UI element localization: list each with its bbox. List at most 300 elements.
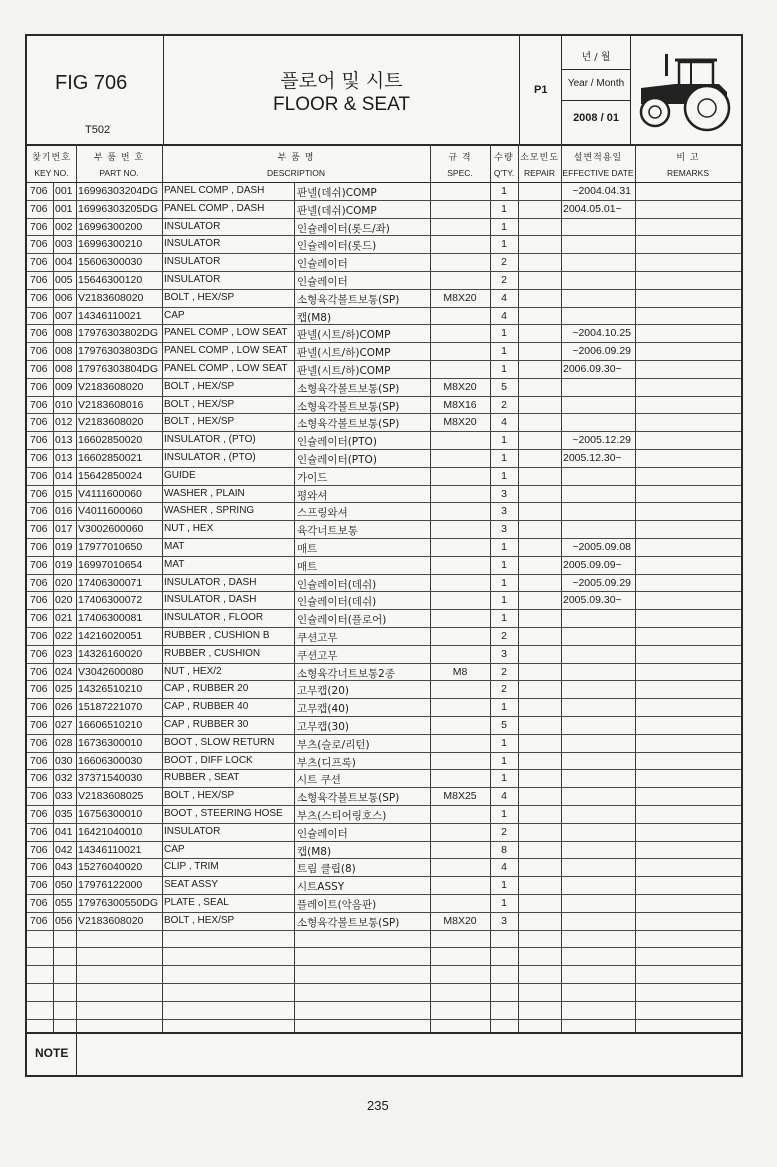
- cell-qty: 1: [501, 452, 507, 464]
- table-row: [27, 647, 741, 663]
- cell-qty: 1: [501, 202, 507, 215]
- cell-part: 16756300010: [78, 808, 143, 820]
- cell-part: V3002600060: [78, 523, 144, 536]
- cell-key: 050: [55, 879, 73, 892]
- cell-part: 15276040020: [78, 861, 143, 874]
- year-month-english: Year / Month: [567, 78, 625, 89]
- cell-fig: 706: [30, 612, 48, 625]
- cell-desc-ko: 소형육각볼트보통(SP): [297, 418, 400, 431]
- cell-desc-ko: 평와셔: [297, 489, 328, 502]
- cell-fig: 706: [30, 505, 48, 518]
- cell-fig: 706: [30, 576, 48, 589]
- table-row: [27, 469, 741, 485]
- cell-part: 16602850021: [78, 452, 143, 464]
- cell-key: 001: [55, 185, 73, 197]
- cell-key: 001: [55, 202, 73, 215]
- cell-part: 16996300210: [78, 238, 143, 251]
- cell-part: 15606300030: [78, 256, 143, 269]
- cell-desc-ko: 소형육각볼트보통(SP): [297, 293, 400, 306]
- cell-qty: 3: [501, 523, 507, 536]
- cell-fig: 706: [30, 541, 48, 553]
- cell-desc-en: PANEL COMP , DASH: [164, 185, 265, 196]
- cell-fig: 706: [30, 736, 48, 749]
- cell-fig: 706: [30, 825, 48, 838]
- cell-desc-en: INSULATOR , (PTO): [164, 452, 256, 463]
- cell-fig: 706: [30, 220, 48, 233]
- cell-desc-en: INSULATOR , DASH: [164, 594, 257, 606]
- table-row: [27, 184, 741, 200]
- cell-desc-en: CLIP , TRIM: [164, 861, 219, 873]
- cell-fig: 706: [30, 345, 48, 358]
- cell-qty: 5: [501, 380, 507, 393]
- cell-desc-ko: 부츠(스티어링호스): [297, 810, 387, 822]
- col-part: 부 품 번 호 PART NO.: [93, 153, 145, 178]
- cell-desc-ko: 인슐레이터: [297, 276, 348, 288]
- tractor-icon: [631, 36, 741, 144]
- cell-fig: 706: [30, 256, 48, 269]
- cell-key: 042: [55, 843, 73, 856]
- cell-desc-ko: 가이드: [297, 471, 328, 484]
- cell-qty: 1: [501, 238, 507, 251]
- col-repair: 소모빈도 REPAIR: [520, 153, 559, 178]
- cell-part: V4111600060: [78, 487, 142, 500]
- cell-desc-ko: 인슐레이터(데쉬): [297, 578, 377, 591]
- table-row: [27, 398, 741, 414]
- cell-part: V2183608020: [78, 416, 144, 429]
- year-month-cell: [562, 36, 631, 144]
- cell-fig: 706: [30, 808, 48, 820]
- cell-key: 013: [55, 434, 73, 447]
- table-row: [27, 558, 741, 574]
- cell-part: V4011600060: [78, 505, 143, 518]
- cell-part: 15187221070: [78, 701, 143, 714]
- cell-desc-en: BOLT , HEX/SP: [164, 380, 235, 392]
- cell-key: 024: [55, 665, 73, 678]
- cell-desc-en: INSULATOR , DASH: [164, 576, 257, 588]
- cell-desc-en: BOLT , HEX/SP: [164, 790, 235, 802]
- table-row: [27, 273, 741, 289]
- cell-part: V2183608020: [78, 914, 144, 927]
- cell-key: 007: [55, 309, 73, 322]
- table-row: [27, 771, 741, 787]
- cell-part: 16606300030: [78, 754, 143, 767]
- cell-desc-ko: 인슐레이터: [297, 827, 348, 840]
- cell-fig: 706: [30, 754, 48, 767]
- cell-desc-ko: 부츠(디프록): [297, 756, 356, 769]
- cell-qty: 1: [501, 576, 507, 589]
- cell-desc-ko: 소형육각볼트보통(SP): [297, 916, 400, 929]
- table-row: [27, 202, 741, 218]
- cell-desc-ko: 판넬(데쉬)COMP: [297, 187, 377, 199]
- cell-part: 16606510210: [78, 719, 143, 731]
- cell-key: 030: [55, 754, 73, 767]
- cell-spec: M8X16: [443, 398, 477, 411]
- cell-key: 055: [55, 897, 73, 909]
- cell-desc-ko: 캡(M8): [297, 845, 332, 858]
- cell-part: V2183608025: [78, 790, 144, 803]
- cell-desc-ko: 고무캡(40): [297, 703, 349, 716]
- cell-desc-ko: 인슐레이터(롯드): [297, 240, 377, 253]
- page-code: P1: [534, 84, 548, 96]
- col-description: 부 품 명 DESCRIPTION: [266, 153, 326, 178]
- cell-fig: 706: [30, 398, 48, 411]
- cell-key: 020: [55, 594, 73, 607]
- col-effective-date: 설변적용일 EFFECTIVE DATE: [562, 153, 634, 178]
- cell-eff: ~2004.10.25: [572, 327, 631, 340]
- cell-part: 17406300081: [78, 612, 143, 625]
- col-qty: 수량 Q'TY.: [493, 153, 515, 178]
- cell-fig: 706: [30, 843, 48, 856]
- cell-key: 027: [55, 719, 73, 731]
- cell-qty: 2: [501, 256, 507, 269]
- cell-fig: 706: [30, 291, 48, 304]
- cell-desc-ko: 육각너트보통: [297, 525, 358, 538]
- cell-fig: 706: [30, 274, 48, 286]
- cell-desc-ko: 스프링와셔: [297, 507, 348, 520]
- cell-fig: 706: [30, 452, 48, 464]
- cell-part: 17406300071: [78, 576, 143, 589]
- cell-part: 17976300550DG: [78, 897, 158, 909]
- cell-desc-ko: 시트 쿠션: [297, 774, 341, 787]
- table-row: [27, 700, 741, 716]
- cell-key: 006: [55, 291, 73, 304]
- cell-key: 008: [55, 327, 73, 340]
- cell-spec: M8X20: [443, 380, 477, 393]
- cell-eff: 2005.09.30~: [563, 594, 622, 607]
- cell-qty: 4: [501, 861, 507, 874]
- cell-desc-en: RUBBER , CUSHION: [164, 647, 261, 659]
- table-row: [27, 825, 741, 841]
- cell-key: 013: [55, 452, 73, 464]
- cell-key: 015: [55, 487, 73, 500]
- title-korean: 플로어 및 시트: [280, 70, 403, 92]
- cell-desc-en: BOOT , STEERING HOSE: [164, 808, 283, 819]
- cell-part: 14326160020: [78, 647, 143, 660]
- cell-key: 010: [55, 398, 73, 411]
- table-row: [27, 593, 741, 609]
- cell-qty: 4: [501, 309, 507, 322]
- cell-desc-ko: 인슐레이터: [297, 258, 348, 271]
- cell-desc-en: BOLT , HEX/SP: [164, 416, 235, 428]
- table-row: [27, 237, 741, 253]
- cell-key: 021: [55, 612, 73, 625]
- table-row: [27, 896, 741, 912]
- cell-desc-en: SEAT ASSY: [164, 879, 219, 891]
- table-row: [27, 309, 741, 325]
- table-row: [27, 843, 741, 859]
- cell-eff: 2004.05.01~: [563, 202, 622, 215]
- cell-key: 056: [55, 914, 73, 927]
- cell-qty: 1: [501, 736, 507, 749]
- cell-qty: 2: [501, 665, 507, 678]
- table-row: [27, 754, 741, 770]
- table-row: [27, 504, 741, 520]
- cell-desc-en: BOLT , HEX/SP: [164, 291, 235, 303]
- cell-desc-en: INSULATOR: [164, 274, 221, 285]
- cell-part: 14326510210: [78, 683, 143, 696]
- note-section: [27, 1032, 741, 1077]
- cell-qty: 8: [501, 843, 507, 856]
- cell-desc-en: PANEL COMP , LOW SEAT: [164, 345, 288, 357]
- page-number: 235: [367, 1098, 389, 1113]
- year-month-korean: 년 / 월: [581, 52, 611, 63]
- cell-desc-en: BOOT , SLOW RETURN: [164, 736, 275, 748]
- cell-part: 15646300120: [78, 274, 143, 286]
- table-row: [27, 718, 741, 734]
- cell-qty: 4: [501, 416, 507, 429]
- cell-fig: 706: [30, 523, 48, 536]
- cell-key: 028: [55, 736, 73, 749]
- cell-qty: 1: [501, 754, 507, 767]
- model-code: T502: [85, 124, 111, 136]
- cell-key: 023: [55, 647, 73, 660]
- cell-qty: 1: [501, 897, 507, 909]
- cell-qty: 1: [501, 541, 507, 553]
- cell-qty: 3: [501, 647, 507, 660]
- cell-qty: 3: [501, 487, 507, 500]
- cell-part: V2183608020: [78, 380, 144, 393]
- cell-qty: 1: [501, 612, 507, 625]
- cell-key: 025: [55, 683, 73, 696]
- cell-desc-ko: 플레이트(악음판): [297, 899, 377, 911]
- cell-key: 004: [55, 256, 73, 269]
- cell-desc-en: INSULATOR: [164, 825, 221, 837]
- table-row: [27, 682, 741, 698]
- cell-key: 026: [55, 701, 73, 714]
- cell-eff: 2005.09.09~: [563, 558, 622, 571]
- cell-key: 002: [55, 220, 73, 233]
- cell-key: 014: [55, 469, 73, 482]
- cell-qty: 2: [501, 630, 507, 642]
- cell-part: 37371540030: [78, 772, 143, 785]
- cell-fig: 706: [30, 879, 48, 892]
- cell-desc-en: WASHER , PLAIN: [164, 487, 245, 499]
- table-row: [27, 878, 741, 894]
- table-row: [27, 576, 741, 592]
- note-label: NOTE: [35, 1046, 69, 1060]
- cell-desc-en: PANEL COMP , LOW SEAT: [164, 327, 288, 339]
- cell-desc-ko: 인슐레이터(데쉬): [297, 596, 377, 609]
- cell-qty: 1: [501, 701, 507, 714]
- table-row: [27, 220, 741, 236]
- cell-desc-ko: 소형육각볼트보통(SP): [297, 792, 400, 805]
- table-row: [27, 362, 741, 378]
- cell-desc-ko: 인슐레이터(PTO): [297, 436, 377, 449]
- cell-desc-ko: 고무캡(30): [297, 721, 349, 733]
- cell-key: 019: [55, 558, 73, 571]
- cell-desc-en: INSULATOR , (PTO): [164, 434, 256, 446]
- cell-key: 033: [55, 790, 73, 803]
- cell-part: V3042600080: [78, 665, 144, 678]
- table-row: [27, 860, 741, 876]
- cell-part: 16736300010: [78, 736, 143, 749]
- cell-desc-ko: 쿠션고무: [297, 649, 338, 662]
- cell-desc-ko: 매트: [297, 543, 318, 555]
- cell-spec: M8X25: [443, 790, 477, 803]
- figure-number: FIG 706: [55, 72, 128, 94]
- figure-cell: [27, 36, 164, 144]
- cell-key: 012: [55, 416, 73, 429]
- cell-part: 14216020051: [78, 630, 143, 642]
- cell-key: 022: [55, 630, 73, 642]
- cell-desc-en: CAP , RUBBER 30: [164, 719, 249, 730]
- cell-spec: M8X20: [443, 291, 477, 304]
- cell-fig: 706: [30, 647, 48, 660]
- cell-qty: 1: [501, 469, 507, 482]
- table-row: [27, 255, 741, 271]
- cell-part: 16602850020: [78, 434, 143, 447]
- cell-part: 17976303803DG: [78, 345, 158, 358]
- cell-desc-en: CAP: [164, 309, 185, 321]
- cell-eff: ~2005.12.29: [572, 434, 631, 447]
- cell-qty: 1: [501, 185, 507, 197]
- cell-desc-ko: 매트: [297, 560, 318, 573]
- table-row: [27, 380, 741, 396]
- cell-qty: 1: [501, 220, 507, 233]
- cell-qty: 1: [501, 808, 507, 820]
- table-row: [27, 433, 741, 449]
- cell-part: 15642850024: [78, 469, 143, 482]
- cell-desc-ko: 인슐레이터(PTO): [297, 454, 377, 466]
- cell-fig: 706: [30, 914, 48, 927]
- cell-desc-en: BOLT , HEX/SP: [164, 914, 235, 926]
- cell-desc-en: INSULATOR , FLOOR: [164, 612, 264, 624]
- table-row: [27, 540, 741, 556]
- cell-desc-en: CAP , RUBBER 20: [164, 683, 249, 695]
- cell-desc-en: PANEL COMP , LOW SEAT: [164, 363, 288, 374]
- cell-key: 043: [55, 861, 73, 874]
- cell-part: 14346110021: [78, 309, 142, 322]
- cell-part: 16996300200: [78, 220, 143, 233]
- cell-part: 14346110021: [78, 843, 142, 856]
- cell-eff: ~2005.09.08: [572, 541, 631, 553]
- cell-fig: 706: [30, 558, 48, 571]
- cell-desc-en: RUBBER , CUSHION B: [164, 630, 270, 641]
- table-row: [27, 789, 741, 805]
- cell-qty: 1: [501, 327, 507, 340]
- cell-qty: 3: [501, 914, 507, 927]
- cell-fig: 706: [30, 416, 48, 429]
- cell-key: 032: [55, 772, 73, 785]
- table-row: [27, 665, 741, 681]
- cell-qty: 3: [501, 505, 507, 518]
- cell-desc-en: CAP: [164, 843, 185, 855]
- cell-key: 005: [55, 274, 73, 286]
- cell-key: 016: [55, 505, 73, 518]
- cell-desc-ko: 트림 클립(8): [297, 863, 356, 876]
- cell-desc-en: NUT , HEX/2: [164, 665, 222, 677]
- cell-part: 17406300072: [78, 594, 143, 607]
- cell-desc-en: BOLT , HEX/SP: [164, 398, 235, 410]
- cell-part: 17976303804DG: [78, 363, 158, 375]
- cell-qty: 1: [501, 363, 507, 375]
- cell-fig: 706: [30, 238, 48, 251]
- issue-date: 2008 / 01: [573, 112, 619, 124]
- table-row: [27, 415, 741, 431]
- cell-qty: 1: [501, 594, 507, 607]
- table-row: [27, 914, 741, 930]
- cell-key: 008: [55, 345, 73, 358]
- parts-sheet: [25, 34, 743, 1077]
- cell-qty: 2: [501, 274, 507, 286]
- cell-spec: M8X20: [443, 914, 477, 927]
- cell-key: 035: [55, 808, 73, 820]
- cell-key: 017: [55, 523, 73, 536]
- cell-qty: 4: [501, 790, 507, 803]
- cell-part: 16996303205DG: [78, 202, 158, 215]
- table-row: [27, 451, 741, 467]
- cell-desc-ko: 고무캡(20): [297, 685, 349, 698]
- cell-fig: 706: [30, 434, 48, 447]
- cell-desc-ko: 인슐레이터(플로어): [297, 614, 387, 627]
- cell-part: 16996303204DG: [78, 185, 158, 197]
- cell-key: 041: [55, 825, 73, 838]
- cell-fig: 706: [30, 469, 48, 482]
- cell-fig: 706: [30, 594, 48, 607]
- cell-desc-en: CAP , RUBBER 40: [164, 701, 249, 713]
- cell-fig: 706: [30, 202, 48, 215]
- table-row: [27, 522, 741, 538]
- cell-qty: 1: [501, 558, 507, 571]
- title-cell: [164, 36, 520, 144]
- cell-fig: 706: [30, 772, 48, 785]
- cell-qty: 1: [501, 772, 507, 785]
- cell-desc-en: INSULATOR: [164, 220, 221, 232]
- cell-eff: 2006.09.30~: [563, 363, 622, 375]
- cell-qty: 1: [501, 345, 507, 358]
- cell-key: 009: [55, 380, 73, 393]
- sheet-header: [27, 36, 741, 146]
- cell-eff: ~2006.09.29: [572, 345, 631, 358]
- table-row: [27, 326, 741, 342]
- cell-desc-ko: 쿠션고무: [297, 632, 338, 644]
- table-row: [27, 291, 741, 307]
- cell-desc-ko: 부츠(슬로/리턴): [297, 738, 370, 751]
- cell-qty: 5: [501, 719, 507, 731]
- cell-key: 003: [55, 238, 73, 251]
- cell-spec: M8: [452, 665, 468, 678]
- table-row: [27, 611, 741, 627]
- cell-fig: 706: [30, 897, 48, 909]
- cell-desc-en: RUBBER , SEAT: [164, 772, 240, 784]
- table-row: [27, 629, 741, 645]
- cell-part: V2183608020: [78, 291, 144, 304]
- cell-desc-ko: 판넬(시트/하)COMP: [297, 347, 391, 360]
- cell-key: 008: [55, 363, 73, 375]
- cell-desc-en: BOOT , DIFF LOCK: [164, 754, 253, 766]
- title-english: FLOOR & SEAT: [273, 94, 410, 115]
- col-remarks: 비 고 REMARKS: [666, 153, 710, 178]
- cell-fig: 706: [30, 185, 48, 197]
- cell-desc-ko: 판넬(시트/하)COMP: [297, 329, 391, 342]
- cell-desc-en: GUIDE: [164, 469, 196, 481]
- cell-desc-ko: 캡(M8): [297, 311, 332, 324]
- cell-fig: 706: [30, 719, 48, 731]
- cell-fig: 706: [30, 790, 48, 803]
- cell-part: 17977010650: [78, 541, 143, 553]
- cell-part: 17976303802DG: [78, 327, 158, 340]
- cell-eff: 2005.12.30~: [563, 452, 622, 464]
- cell-fig: 706: [30, 327, 48, 340]
- col-spec: 규 격 SPEC.: [447, 153, 473, 178]
- cell-qty: 2: [501, 683, 507, 696]
- cell-fig: 706: [30, 665, 48, 678]
- cell-fig: 706: [30, 683, 48, 696]
- cell-fig: 706: [30, 630, 48, 642]
- cell-eff: ~2005.09.29: [572, 576, 631, 589]
- cell-fig: 706: [30, 380, 48, 393]
- cell-desc-ko: 인슐레이터(롯드/좌): [297, 222, 390, 235]
